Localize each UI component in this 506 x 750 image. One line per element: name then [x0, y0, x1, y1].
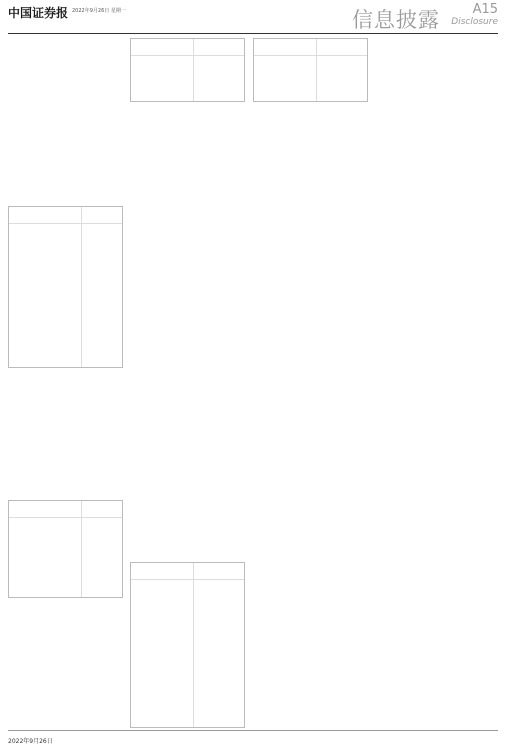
section-title-cn: 信息披露: [352, 8, 440, 32]
table-rule: [193, 39, 194, 101]
section-title-en: Disclosure: [451, 17, 498, 27]
table-rule: [81, 501, 82, 597]
table-rule: [316, 39, 317, 101]
table: [130, 562, 245, 728]
table: [253, 38, 368, 102]
body-text: [8, 38, 123, 198]
column-4: [376, 38, 498, 726]
table-rule: [81, 207, 82, 367]
footer-date: 2022年9月26日: [8, 738, 53, 745]
page-number: A15: [472, 2, 498, 17]
table-rule: [9, 517, 122, 518]
table-rule: [131, 55, 244, 56]
newspaper-name: 中国证券报: [8, 6, 69, 20]
body-text: [8, 374, 123, 494]
table-rule: [9, 223, 122, 224]
body-text: [8, 604, 123, 726]
column-3: [253, 38, 368, 726]
table-rule: [131, 579, 244, 580]
masthead-rule: [8, 33, 498, 34]
footer-rule: [8, 730, 498, 731]
newspaper-date: 2022年9月26日 星期一: [72, 8, 126, 14]
table: [130, 38, 245, 102]
table: [8, 500, 123, 598]
body-text: [253, 108, 368, 726]
table: [8, 206, 123, 368]
table-rule: [254, 55, 367, 56]
table-rule: [193, 563, 194, 727]
column-2: [130, 38, 245, 726]
body-text: [130, 108, 245, 556]
column-1: [8, 38, 123, 726]
body-text: [376, 38, 498, 726]
